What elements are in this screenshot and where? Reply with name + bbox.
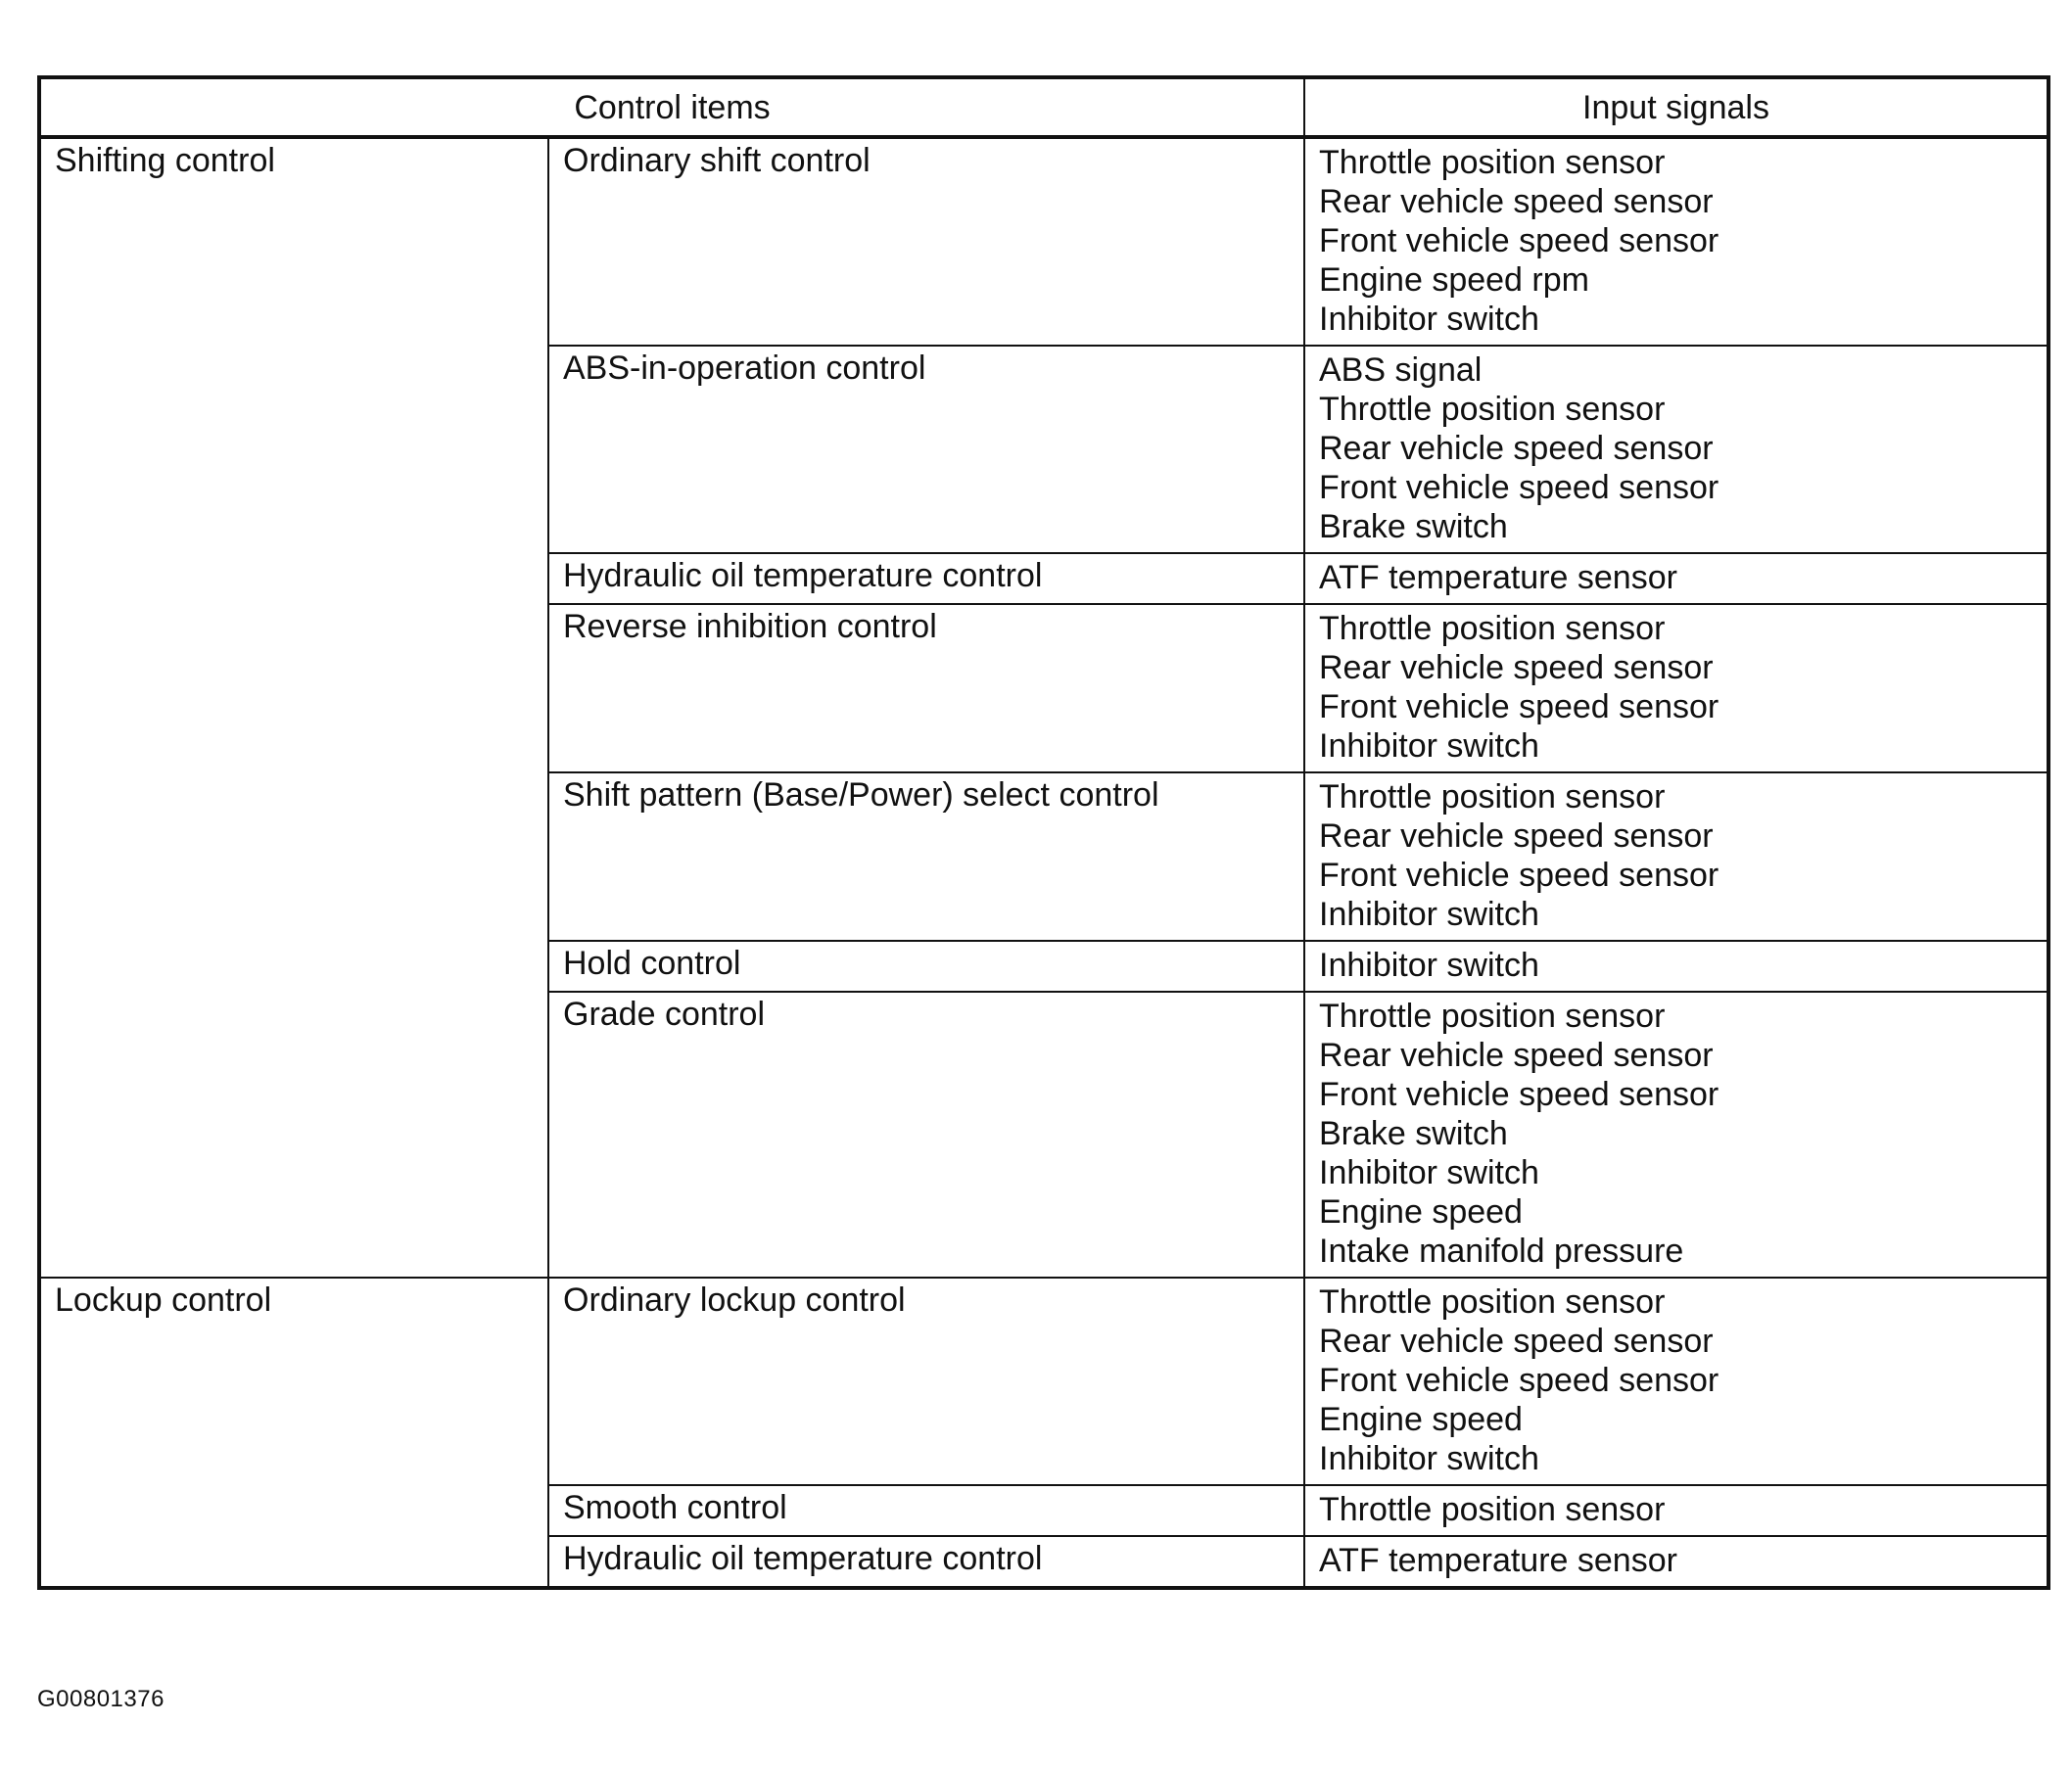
input-signal: Rear vehicle speed sensor [1319,1037,1714,1074]
input-signals-cell [1304,553,2048,604]
control-item-cell [548,553,1304,604]
figure-id-label: G00801376 [37,1686,165,1712]
input-signal: Rear vehicle speed sensor [1319,817,1714,855]
input-signals-cell [1304,604,2048,772]
control-signals-table [37,75,2050,1590]
control-item-label: Shift pattern (Base/Power) select control [563,776,1159,814]
input-signal: Throttle position sensor [1319,1283,1666,1321]
input-signal: Front vehicle speed sensor [1319,1076,1719,1113]
input-signal: Front vehicle speed sensor [1319,469,1719,506]
control-item-cell [548,1485,1304,1536]
input-signal: Engine speed [1319,1193,1523,1231]
input-signal: Rear vehicle speed sensor [1319,183,1714,220]
input-signal: Engine speed [1319,1401,1523,1438]
input-signal: Inhibitor switch [1319,301,1539,338]
input-signal: Front vehicle speed sensor [1319,222,1719,259]
group-cell [39,1278,548,1588]
input-signals-cell [1304,992,2048,1278]
header-input-signals: Input signals [1304,77,2048,137]
input-signal: Throttle position sensor [1319,778,1666,816]
header-control-items: Control items [39,77,1304,137]
input-signals-cell [1304,1485,2048,1536]
input-signal: Throttle position sensor [1319,1491,1666,1528]
control-item-cell [548,604,1304,772]
control-item-cell [548,1536,1304,1588]
group-cell [39,137,548,1278]
input-signal: Rear vehicle speed sensor [1319,1323,1714,1360]
control-item-cell [548,772,1304,941]
table-row [39,1278,2048,1485]
input-signal: Inhibitor switch [1319,947,1539,984]
control-item-label: Grade control [563,996,765,1033]
control-item-label: Ordinary shift control [563,142,871,179]
table-row [39,137,2048,346]
control-item-label: Hold control [563,945,741,982]
input-signal: Throttle position sensor [1319,610,1666,647]
header-row [39,77,2048,137]
input-signal: Front vehicle speed sensor [1319,857,1719,894]
input-signals-cell [1304,941,2048,992]
input-signal: Front vehicle speed sensor [1319,1362,1719,1399]
input-signal: Intake manifold pressure [1319,1233,1684,1270]
control-item-label: Smooth control [563,1489,787,1526]
input-signals-cell [1304,772,2048,941]
group-name: Lockup control [55,1282,272,1319]
control-item-cell [548,992,1304,1278]
control-item-cell [548,941,1304,992]
input-signals-cell [1304,137,2048,346]
group-name: Shifting control [55,142,275,179]
input-signal: ATF temperature sensor [1319,559,1677,596]
input-signal: ABS signal [1319,351,1483,389]
input-signal: Throttle position sensor [1319,144,1666,181]
control-item-cell [548,137,1304,346]
control-item-label: Hydraulic oil temperature control [563,1540,1043,1577]
input-signals-cell [1304,1536,2048,1588]
input-signal: Rear vehicle speed sensor [1319,430,1714,467]
table-body [39,137,2048,1588]
input-signal: ATF temperature sensor [1319,1542,1677,1579]
control-item-cell [548,1278,1304,1485]
input-signal: Brake switch [1319,508,1508,545]
control-item-label: Hydraulic oil temperature control [563,557,1043,594]
input-signal: Inhibitor switch [1319,1440,1539,1477]
input-signal: Throttle position sensor [1319,998,1666,1035]
input-signal: Inhibitor switch [1319,896,1539,933]
control-item-label: Ordinary lockup control [563,1282,906,1319]
input-signals-cell [1304,346,2048,553]
input-signal: Throttle position sensor [1319,391,1666,428]
input-signal: Front vehicle speed sensor [1319,688,1719,725]
input-signal: Inhibitor switch [1319,727,1539,765]
input-signal: Engine speed rpm [1319,261,1589,299]
control-item-label: Reverse inhibition control [563,608,937,645]
control-item-label: ABS-in-operation control [563,350,926,387]
input-signal: Inhibitor switch [1319,1154,1539,1191]
input-signals-cell [1304,1278,2048,1485]
input-signal: Rear vehicle speed sensor [1319,649,1714,686]
input-signal: Brake switch [1319,1115,1508,1152]
control-item-cell [548,346,1304,553]
